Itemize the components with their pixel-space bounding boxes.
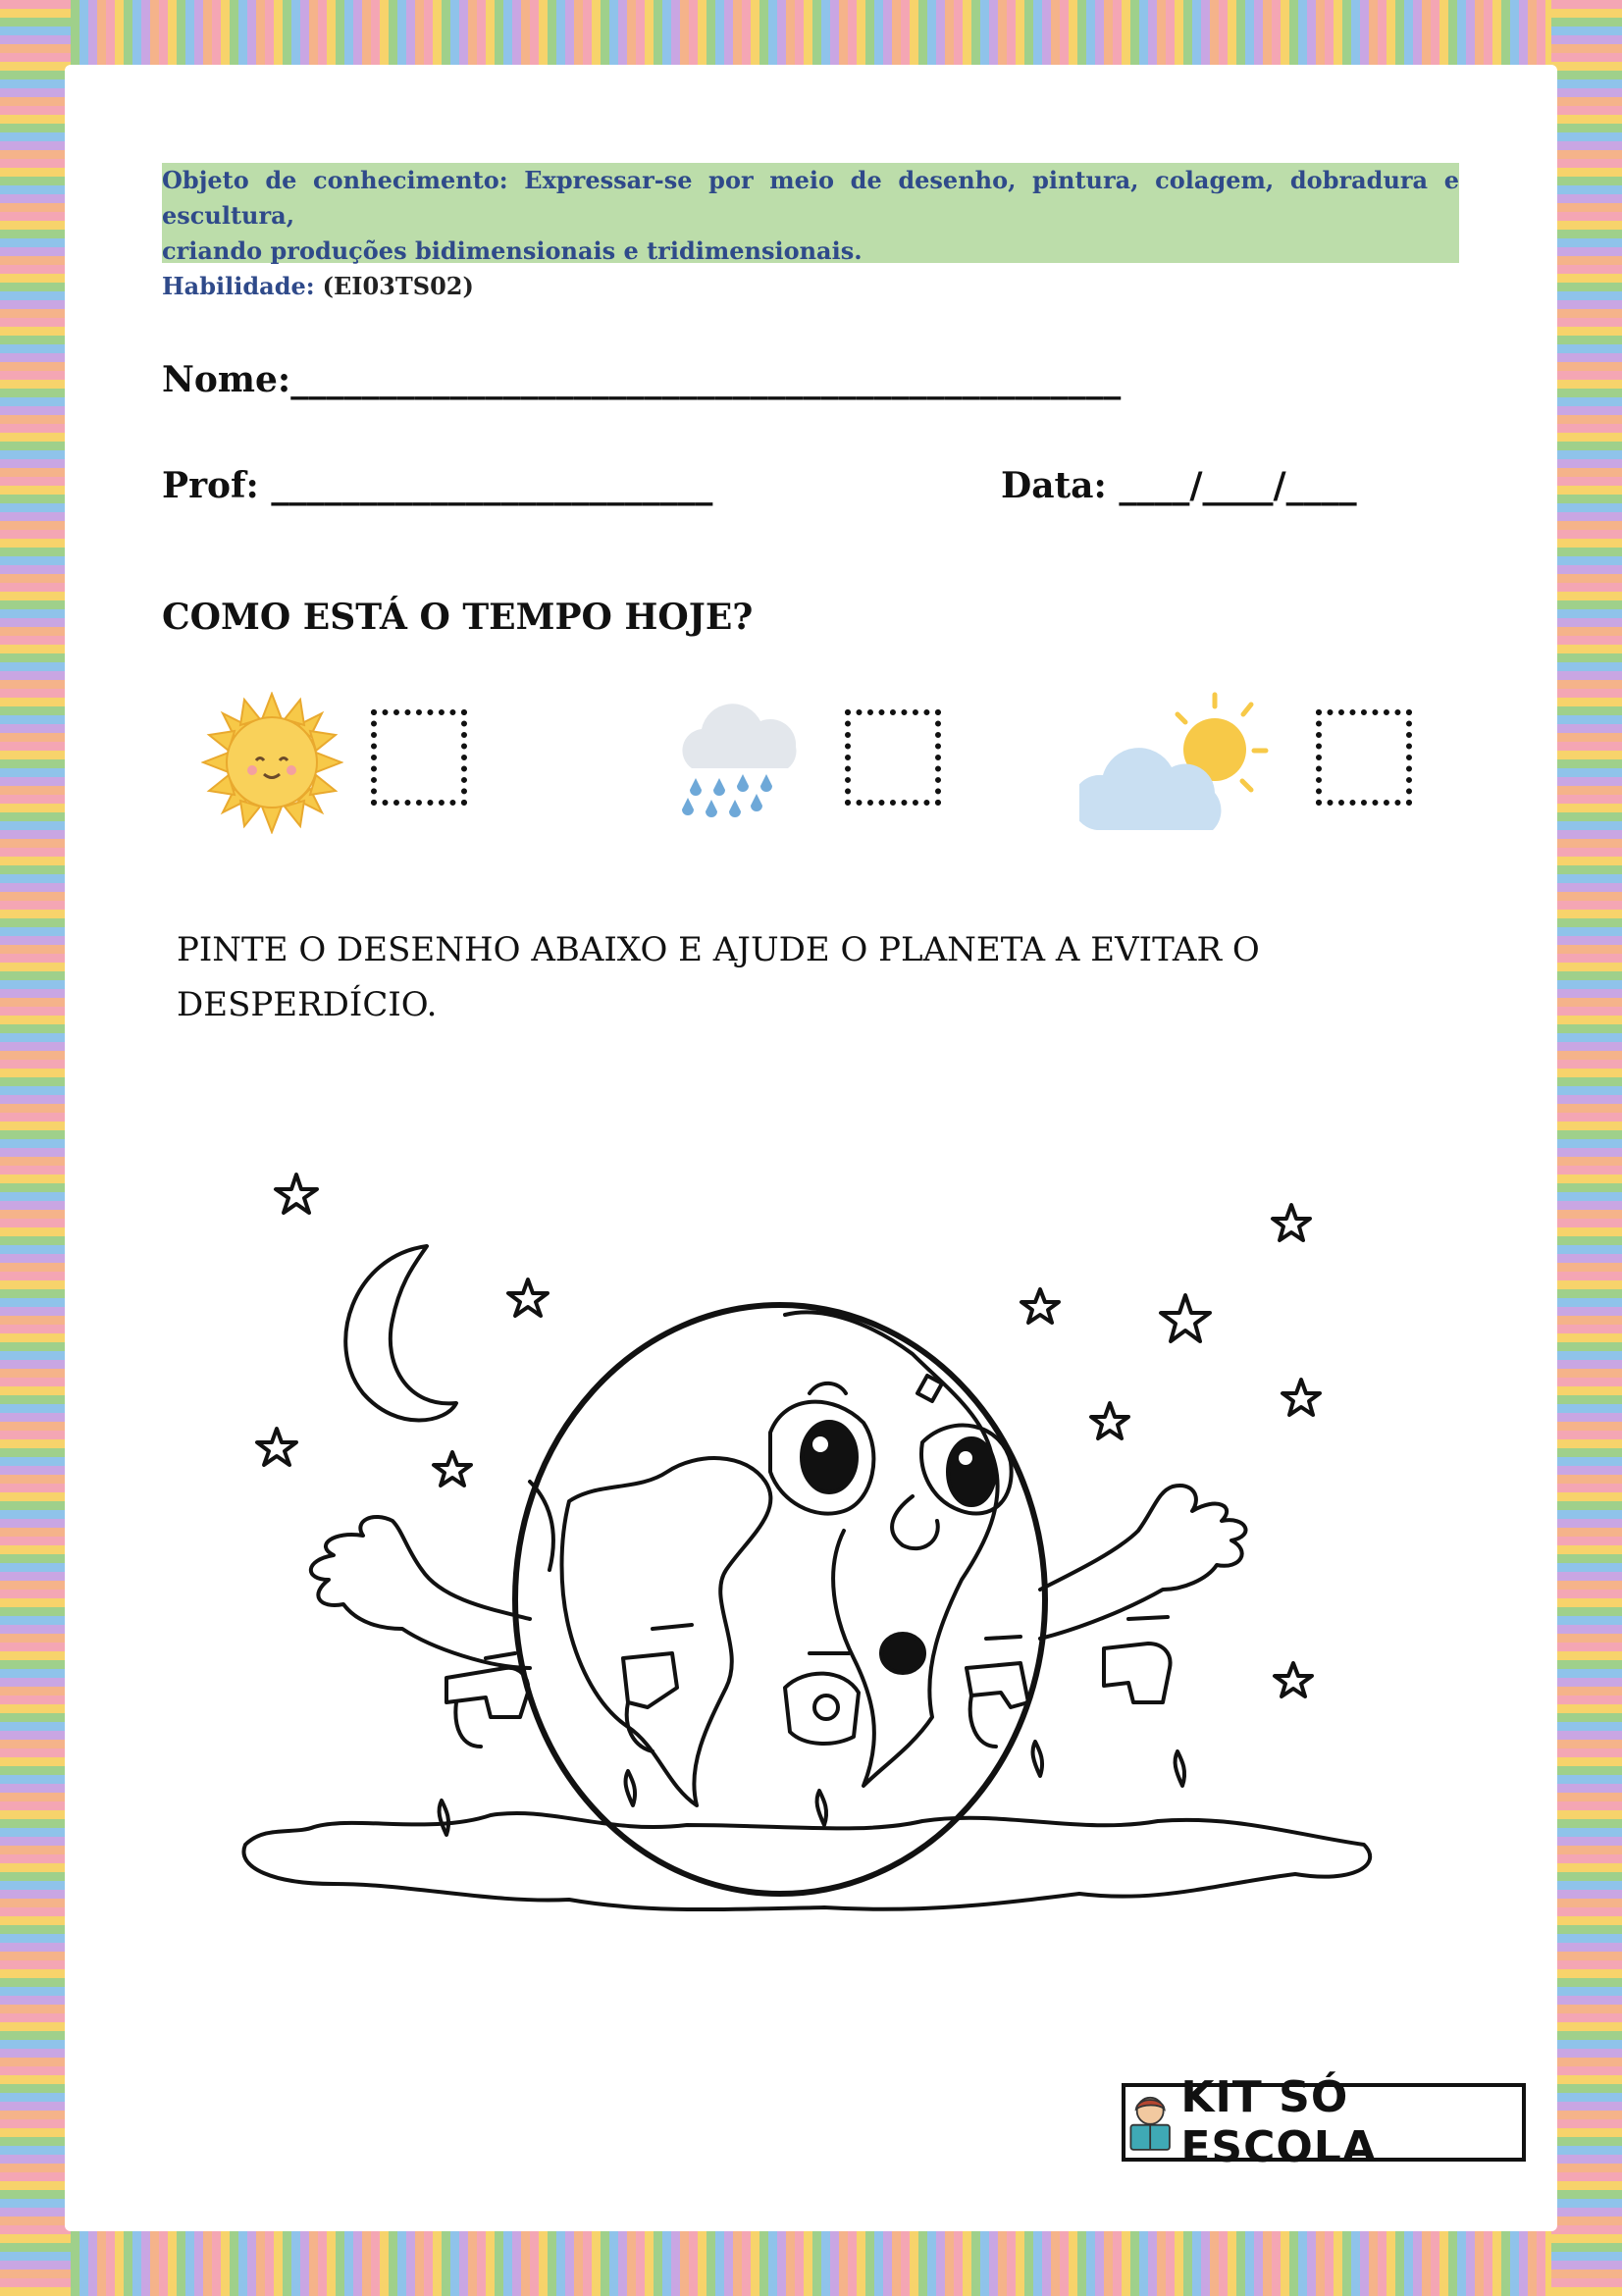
pencil-border-top [0,0,1622,71]
teacher-field[interactable] [162,465,712,506]
kit-so-escola-logo [1122,2072,1526,2172]
instruction-line1: PINTE O DESENHO ABAIXO E AJUDE O PLANETA A EVITAR O [177,930,1260,969]
instruction-line2: DESPERDÍCIO. [177,985,438,1024]
earth-with-taps-coloring-illustration[interactable] [235,1158,1384,1972]
date-label: Data: [1001,465,1107,506]
star-icon [1273,1205,1310,1240]
child-reading-icon [1125,2090,1175,2155]
rainy-checkbox[interactable] [845,709,941,806]
pencil-border-right [1551,0,1622,2296]
skill-label: Habilidade: [162,272,315,300]
weather-question: COMO ESTÁ O TEMPO HOJE? [162,597,754,638]
star-icon [1021,1289,1059,1323]
sun-icon [201,692,343,834]
pencil-border-left [0,0,71,2296]
teacher-label: Prof: [162,465,259,506]
star-icon [257,1429,296,1465]
partly-cloudy-checkbox[interactable] [1316,709,1412,806]
star-icon [1091,1403,1128,1438]
sunny-checkbox[interactable] [371,709,467,806]
star-icon [276,1174,317,1213]
pencil-border-bottom [0,2225,1622,2296]
faucet-icon [623,1625,692,1805]
sun-cloud-icon [1079,687,1276,834]
star-icon [508,1279,548,1316]
date-blank[interactable]: ____/____/____ [1119,465,1357,506]
logo-text: KIT SÓ ESCOLA [1180,2072,1377,2172]
faucet-icon [1104,1617,1184,1786]
objective-text-line2: criando produções bidimensionais e tridimensionais. [162,236,863,265]
faucet-icon [440,1653,529,1835]
rain-cloud-icon [672,692,810,829]
teacher-blank[interactable]: _________________________ [271,465,713,506]
learning-objective-box [162,163,1459,300]
moon-icon [345,1246,456,1421]
coloring-instruction [177,922,1354,1032]
faucet-icon [785,1653,859,1825]
star-icon [1161,1295,1210,1341]
name-label: Nome: [162,359,291,400]
skill-line [162,269,1459,304]
name-field[interactable] [162,359,1121,400]
objective-text-line1: Objeto de conhecimento: Expressar-se por meio de desenho, pintura, colagem, dobradura e escultura, [162,166,1459,230]
star-icon [1275,1663,1312,1696]
skill-code: (EI03TS02) [322,272,474,300]
date-field[interactable] [1001,465,1357,506]
star-icon [434,1452,471,1486]
name-blank[interactable]: _______________________________________________ [290,359,1122,400]
star-icon [1282,1380,1320,1415]
